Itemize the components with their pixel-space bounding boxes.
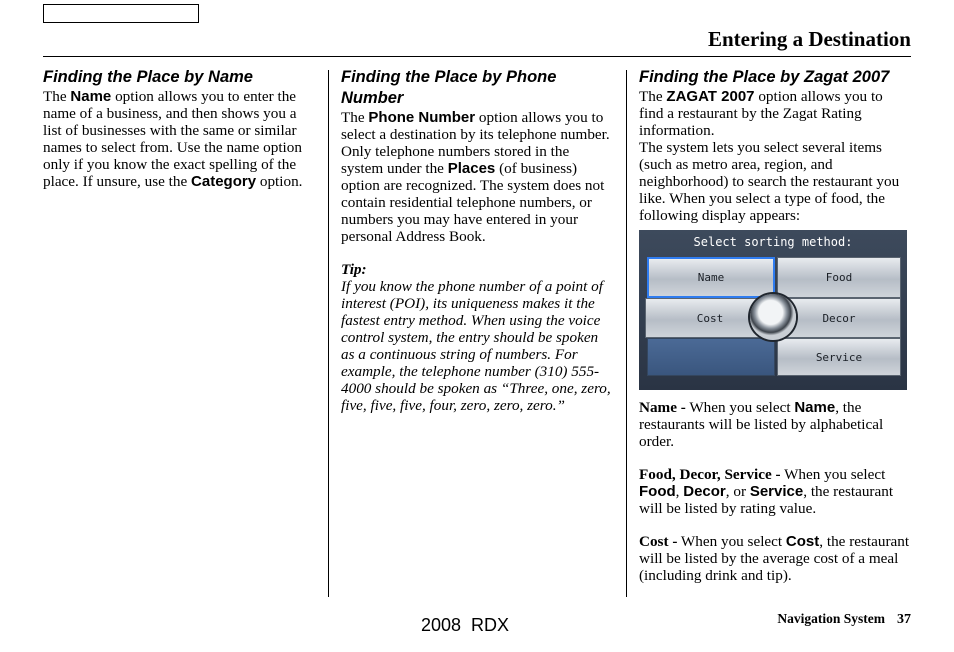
column-divider-1 bbox=[328, 70, 329, 597]
screen-title: Select sorting method: bbox=[693, 235, 853, 249]
text: option. bbox=[256, 173, 303, 190]
name-sort-button[interactable] bbox=[647, 257, 775, 298]
column-phone bbox=[341, 67, 613, 414]
header-divider bbox=[43, 56, 911, 57]
phone-paragraph bbox=[341, 109, 613, 245]
footer-section bbox=[777, 611, 911, 628]
text: option allows you to select a destination by its telephone number. Only telephone numbers stored in the system under the bbox=[341, 109, 610, 177]
page-title: Entering a Destination bbox=[707, 27, 911, 51]
decor-sort-label: Decor bbox=[822, 311, 856, 325]
keyword-food: Food bbox=[639, 483, 676, 500]
page-number: 37 bbox=[897, 612, 911, 627]
tip-label: Tip: bbox=[341, 261, 367, 278]
food-sort-label: Food bbox=[825, 271, 853, 284]
text: When you select bbox=[685, 399, 795, 416]
keyword-places: Places bbox=[447, 160, 496, 177]
food-sort-button[interactable] bbox=[777, 257, 901, 298]
name-description bbox=[639, 399, 911, 450]
model-label: 2008 RDX bbox=[421, 615, 510, 635]
empty-panel bbox=[647, 338, 775, 376]
text: , or bbox=[725, 483, 750, 500]
text: option allows you to find a restaurant by the Zagat Rating information. bbox=[639, 88, 883, 139]
service-sort-label: Service bbox=[815, 350, 863, 364]
column-name bbox=[43, 67, 315, 190]
cost-sort-label: Cost bbox=[696, 311, 724, 325]
section-heading-zagat: Finding the Place by Zagat 2007 bbox=[639, 68, 890, 86]
sorting-method-screen bbox=[639, 230, 907, 390]
text: (of business) option are recognized. The system does not contain residential telephone numbers, or numbers you may have entered in your personal Address Book. bbox=[341, 160, 605, 245]
text: The bbox=[341, 109, 369, 126]
keyword-decor: Decor bbox=[683, 483, 726, 500]
cost-description bbox=[639, 533, 911, 584]
text: When you select bbox=[677, 533, 786, 550]
text: , the restaurant will be listed by rating value. bbox=[639, 483, 894, 517]
text: The bbox=[639, 88, 667, 105]
keyword-phone-number: Phone Number bbox=[368, 109, 476, 126]
text: option allows you to enter the name of a business, and then shows you a list of businesses with the same or similar names to select from. Use the name option only if you know the exact spelling of the place. If unsure, use the bbox=[43, 88, 302, 190]
section-heading-phone: Finding the Place by Phone Number bbox=[341, 68, 557, 107]
header-tab-box bbox=[43, 4, 199, 23]
keyword-zagat: ZAGAT 2007 bbox=[666, 88, 755, 105]
keyword-cost: Cost bbox=[785, 533, 820, 550]
text: , bbox=[675, 483, 684, 500]
name-sort-label: Name bbox=[697, 271, 725, 284]
zagat-paragraph-2: The system lets you select several items (such as metro area, region, and neighborhood) to search the restaurant you like. When you select a type of food, the following display appears: bbox=[639, 139, 900, 224]
text: , the restaurants will be listed by alphabetical order. bbox=[639, 399, 884, 450]
joystick-knob bbox=[750, 294, 796, 340]
column-divider-2 bbox=[626, 70, 627, 597]
keyword-name: Name bbox=[70, 88, 112, 105]
keyword-name: Name bbox=[794, 399, 836, 416]
keyword-category: Category bbox=[191, 173, 257, 190]
name-paragraph bbox=[43, 88, 315, 190]
text: When you select bbox=[780, 466, 886, 483]
food-decor-service-description bbox=[639, 466, 911, 517]
keyword-service: Service bbox=[749, 483, 804, 500]
zagat-paragraph-1 bbox=[639, 88, 911, 139]
term-food-decor-service: Food, Decor, Service - bbox=[639, 466, 781, 483]
section-name: Navigation System bbox=[777, 611, 885, 626]
text: , the restaurant will be listed by the average cost of a meal (including drink and tip). bbox=[639, 533, 910, 584]
text: The bbox=[43, 88, 71, 105]
service-sort-button[interactable] bbox=[777, 338, 901, 376]
section-heading-name: Finding the Place by Name bbox=[43, 68, 253, 86]
column-zagat bbox=[639, 67, 911, 584]
term-name: Name - bbox=[639, 399, 686, 416]
tip-text: If you know the phone number of a point of interest (POI), its uniqueness makes it the fastest entry method. When using the voice control system, the entry should be spoken as a continuous string of numbers. For example, the telephone number (310) 555-4000 should be spoken as “Three, one, zero, five, five, five, four, zero, zero, zero.” bbox=[341, 278, 611, 414]
term-cost: Cost - bbox=[639, 533, 678, 550]
